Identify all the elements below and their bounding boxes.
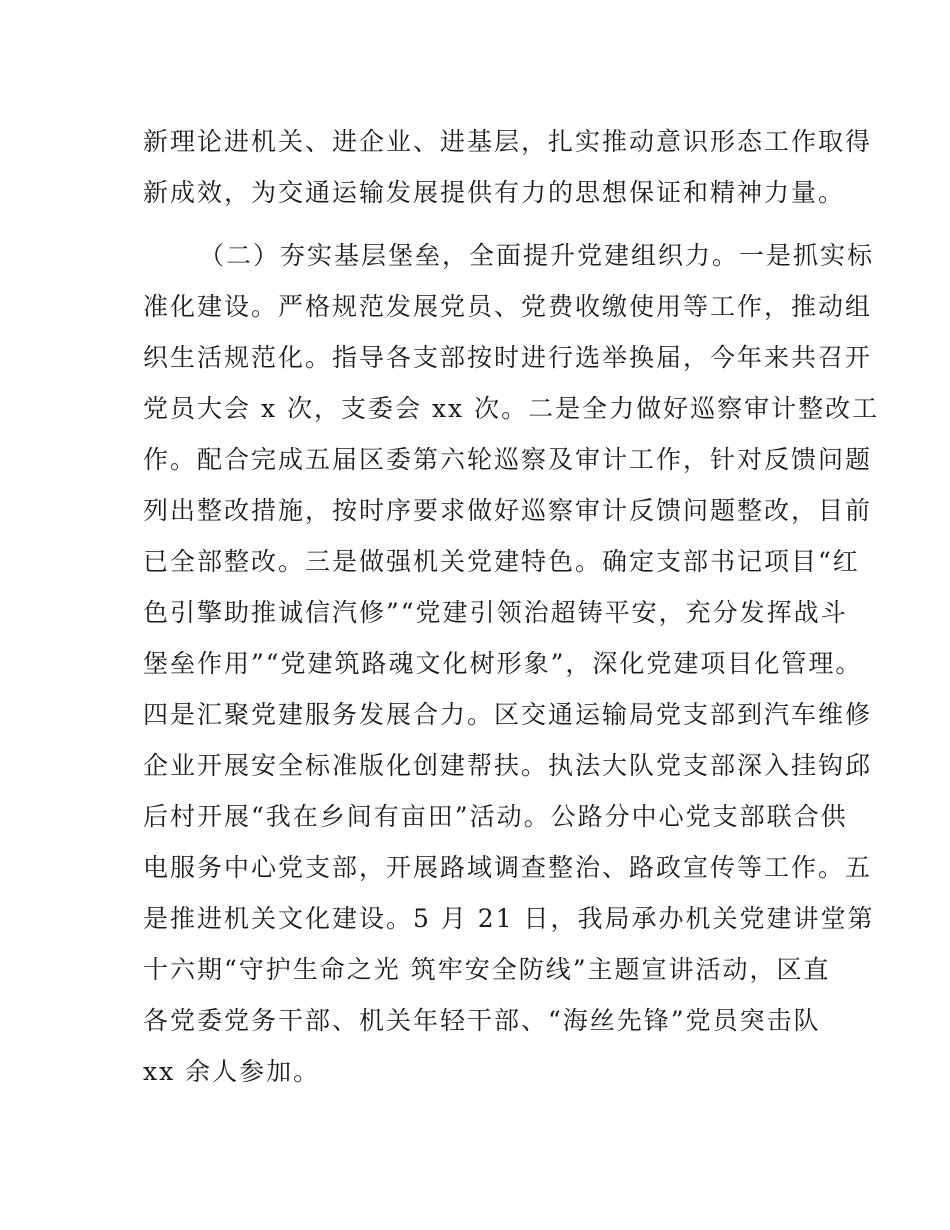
text-line-6: 党员大会 x 次，支委会 xx 次。二是全力做好巡察审计整改工 bbox=[143, 394, 880, 423]
text-line-9: 已全部整改。三是做强机关党建特色。确定支部书记项目“红 bbox=[143, 547, 860, 576]
text-line-7: 作。配合完成五届区委第六轮巡察及审计工作，针对反馈问题 bbox=[143, 445, 873, 474]
text-line-18: 各党委党务干部、机关年轻干部、“海丝先锋”党员突击队 bbox=[143, 1006, 821, 1035]
text-line-10: 色引擎助推诚信汽修”“党建引领治超铸平安，充分发挥战斗 bbox=[143, 598, 848, 627]
text-line-8: 列出整改措施，按时序要求做好巡察审计反馈问题整改，目前 bbox=[143, 496, 873, 525]
text-line-11: 堡垒作用”“党建筑路魂文化树形象”，深化党建项目化管理。 bbox=[143, 649, 863, 678]
text-line-15: 电服务中心党支部，开展路域调查整治、路政宣传等工作。五 bbox=[143, 853, 873, 882]
text-line-19: xx 余人参加。 bbox=[143, 1057, 321, 1086]
text-line-3: （二）夯实基层堡垒，全面提升党建组织力。一是抓实标 bbox=[199, 241, 875, 270]
text-line-12: 四是汇聚党建服务发展合力。区交通运输局党支部到汽车维修 bbox=[143, 700, 873, 729]
text-line-4: 准化建设。严格规范发展党员、党费收缴使用等工作，推动组 bbox=[143, 292, 873, 321]
text-line-5: 织生活规范化。指导各支部按时进行选举换届，今年来共召开 bbox=[143, 343, 873, 372]
text-line-14: 后村开展“我在乡间有亩田”活动。公路分中心党支部联合供 bbox=[143, 802, 848, 831]
text-line-1: 新理论进机关、进企业、进基层，扎实推动意识形态工作取得 bbox=[143, 127, 873, 156]
text-line-2: 新成效，为交通运输发展提供有力的思想保证和精神力量。 bbox=[143, 178, 846, 207]
text-line-17: 十六期“守护生命之光 筑牢安全防线”主题宣讲活动，区直 bbox=[143, 955, 831, 984]
text-line-13: 企业开展安全标准版化创建帮扶。执法大队党支部深入挂钩邱 bbox=[143, 751, 873, 780]
text-line-16: 是推进机关文化建设。5 月 21 日，我局承办机关党建讲堂第 bbox=[143, 904, 875, 933]
